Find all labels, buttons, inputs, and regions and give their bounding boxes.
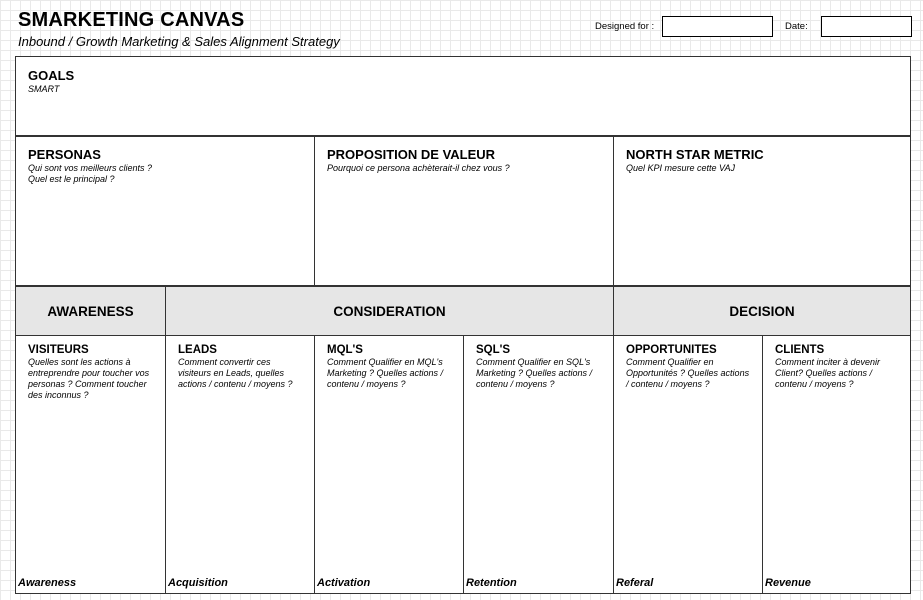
funnel-visiteurs[interactable] <box>15 335 166 594</box>
visiteurs-title: VISITEURS <box>28 344 89 356</box>
goals-section[interactable] <box>15 56 911 136</box>
funnel-opportunites[interactable] <box>613 335 763 594</box>
stage-consideration: CONSIDERATION <box>165 286 614 336</box>
stage-awareness: AWARENESS <box>15 286 166 336</box>
mqls-title: MQL'S <box>327 344 363 356</box>
funnel-mqls[interactable] <box>314 335 464 594</box>
metric-revenue: Revenue <box>765 577 811 589</box>
page-title: SMARKETING CANVAS <box>18 9 245 31</box>
metric-referal: Referal <box>616 577 654 589</box>
date-label: Date: <box>785 21 808 32</box>
opportunites-title: OPPORTUNITES <box>626 344 717 356</box>
goals-subtitle: SMART <box>28 84 60 94</box>
page-subtitle: Inbound / Growth Marketing & Sales Alignment Strategy <box>18 34 340 49</box>
metric-awareness: Awareness <box>18 577 77 589</box>
metric-acquisition: Acquisition <box>168 577 228 589</box>
visiteurs-desc: Quelles sont les actions à entreprendre pour toucher vos personas ? Comment toucher des inconnus ? <box>28 357 150 400</box>
sqls-desc: Comment Qualifier en SQL's Marketing ? Quelles actions / contenu / moyens ? <box>476 357 593 389</box>
stage-decision: DECISION <box>613 286 911 336</box>
designed-for-label: Designed for : <box>595 21 655 32</box>
metric-activation: Activation <box>317 577 371 589</box>
funnel-sqls[interactable] <box>463 335 614 594</box>
designed-for-field[interactable] <box>662 16 773 37</box>
value-proposition-desc: Pourquoi ce persona achèterait-il chez vous ? <box>327 163 510 173</box>
funnel-clients[interactable] <box>762 335 911 594</box>
goals-title: GOALS <box>28 68 75 83</box>
personas-desc: Qui sont vos meilleurs clients ? Quel est le principal ? <box>28 163 153 184</box>
mqls-desc: Comment Qualifier en MQL's Marketing ? Quelles actions / contenu / moyens ? <box>327 357 444 389</box>
personas-section[interactable] <box>15 136 315 286</box>
funnel-leads[interactable] <box>165 335 315 594</box>
sqls-title: SQL'S <box>476 344 511 356</box>
date-field[interactable] <box>821 16 912 37</box>
personas-title: PERSONAS <box>28 147 101 162</box>
north-star-metric-section[interactable] <box>613 136 911 286</box>
metric-retention: Retention <box>466 577 517 589</box>
clients-desc: Comment inciter à devenir Client? Quelles actions / contenu / moyens ? <box>775 357 881 389</box>
clients-title: CLIENTS <box>775 344 825 356</box>
north-star-metric-title: NORTH STAR METRIC <box>626 147 764 162</box>
value-proposition-title: PROPOSITION DE VALEUR <box>327 147 496 162</box>
leads-desc: Comment convertir ces visiteurs en Leads, quelles actions / contenu / moyens ? <box>178 357 293 389</box>
value-proposition-section[interactable] <box>314 136 614 286</box>
north-star-metric-desc: Quel KPI mesure cette VAJ <box>626 163 736 173</box>
leads-title: LEADS <box>178 344 217 356</box>
opportunites-desc: Comment Qualifier en Opportunités ? Quelles actions / contenu / moyens ? <box>626 357 750 389</box>
